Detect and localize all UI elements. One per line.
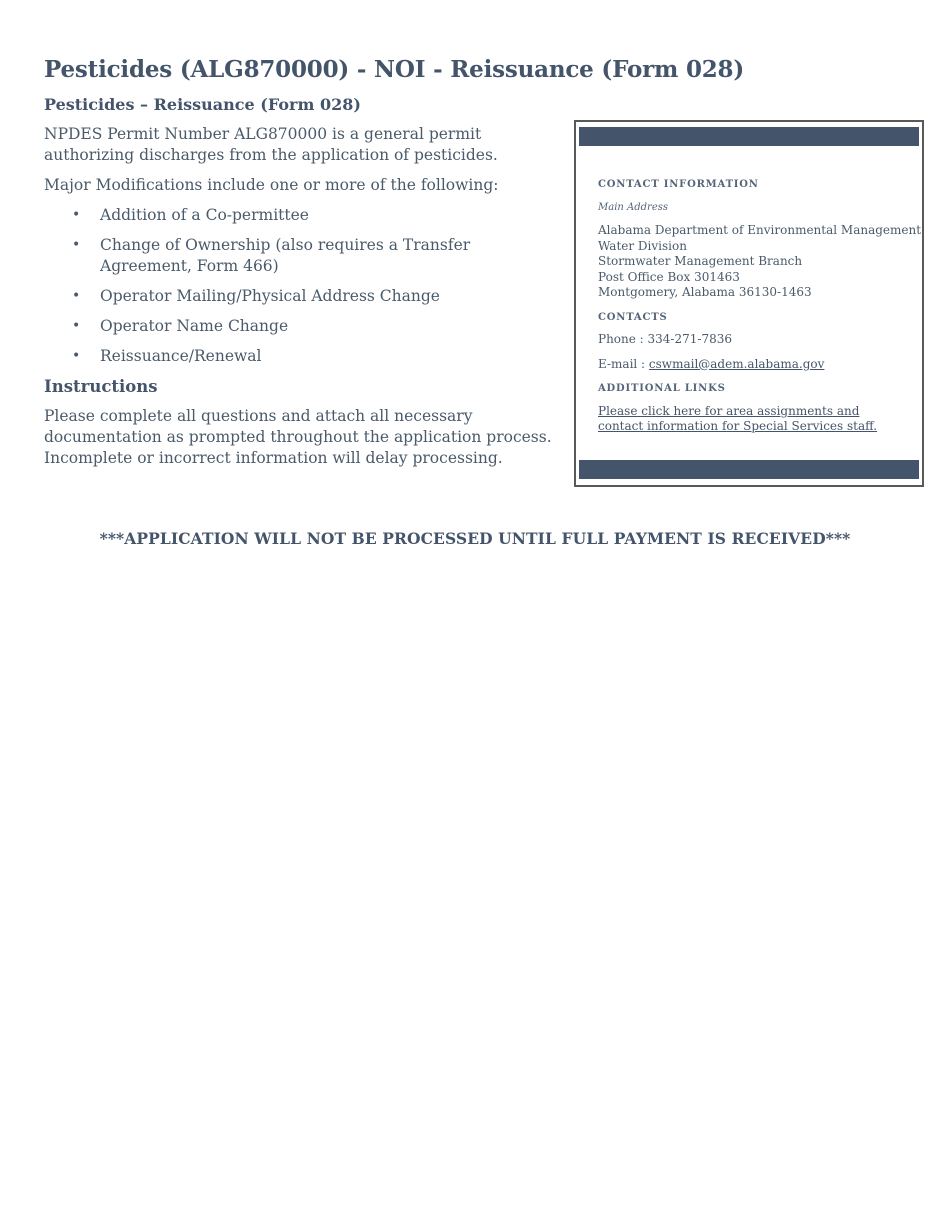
list-item <box>44 235 564 277</box>
phone-row <box>598 332 908 348</box>
additional-links-heading: ADDITIONAL LINKS <box>598 383 726 394</box>
bullet-icon: • <box>72 288 81 304</box>
bullet-icon: • <box>72 318 81 334</box>
modifications-list <box>44 205 564 367</box>
bullet-icon: • <box>72 237 81 253</box>
address-line: Stormwater Management Branch <box>598 254 803 268</box>
list-item <box>44 346 564 367</box>
payment-notice: ***APPLICATION WILL NOT BE PROCESSED UNTIL FULL PAYMENT IS RECEIVED*** <box>99 529 851 548</box>
main-address-label: Main Address <box>598 201 669 213</box>
special-services-link[interactable]: Please click here for area assignments and contact information for Special Services staff. <box>598 403 878 433</box>
instructions-text: Please complete all questions and attach all necessary documentation as prompted throughout the application process. Incomplete or incorrect information will delay processing. <box>44 407 552 467</box>
address-block <box>598 223 922 301</box>
address-line: Alabama Department of Environmental Management <box>598 223 922 237</box>
list-item-text: Change of Ownership (also requires a Transfer Agreement, Form 466) <box>100 236 471 275</box>
contacts-heading: CONTACTS <box>598 311 668 323</box>
list-item <box>44 286 564 307</box>
address-line: Montgomery, Alabama 36130-1463 <box>598 285 812 299</box>
sidebar-bottom-bar <box>579 460 919 479</box>
email-label: E-mail : <box>598 356 649 371</box>
sidebar-top-bar <box>579 127 919 146</box>
bullet-icon: • <box>72 348 81 364</box>
list-item <box>44 316 564 337</box>
list-item-text: Operator Name Change <box>100 317 289 335</box>
list-item <box>44 205 564 226</box>
instructions-heading: Instructions <box>44 377 158 396</box>
intro-paragraph: NPDES Permit Number ALG870000 is a general permit authorizing discharges from the application of pesticides. <box>44 125 498 164</box>
email-link[interactable]: cswmail@adem.alabama.gov <box>648 356 825 371</box>
list-item-text: Addition of a Co-permittee <box>100 206 309 224</box>
email-row <box>598 357 908 373</box>
list-item-text: Reissuance/Renewal <box>100 347 262 365</box>
address-line: Water Division <box>598 238 687 253</box>
list-item-text: Operator Mailing/Physical Address Change <box>100 287 440 305</box>
form-subtitle: Pesticides – Reissuance (Form 028) <box>44 95 361 114</box>
bullet-icon: • <box>72 207 81 223</box>
links-row <box>598 404 908 435</box>
contact-sidebar <box>574 120 924 487</box>
modifications-intro: Major Modifications include one or more of the following: <box>44 176 499 194</box>
sidebar-content <box>598 177 922 444</box>
address-line: Post Office Box 301463 <box>598 269 740 284</box>
main-content <box>44 94 564 478</box>
phone-label: Phone : <box>598 332 648 346</box>
page-title: Pesticides (ALG870000) - NOI - Reissuance (Form 028) <box>44 56 745 83</box>
phone-value: 334-271-7836 <box>647 332 732 346</box>
contact-heading: CONTACT INFORMATION <box>598 179 759 190</box>
